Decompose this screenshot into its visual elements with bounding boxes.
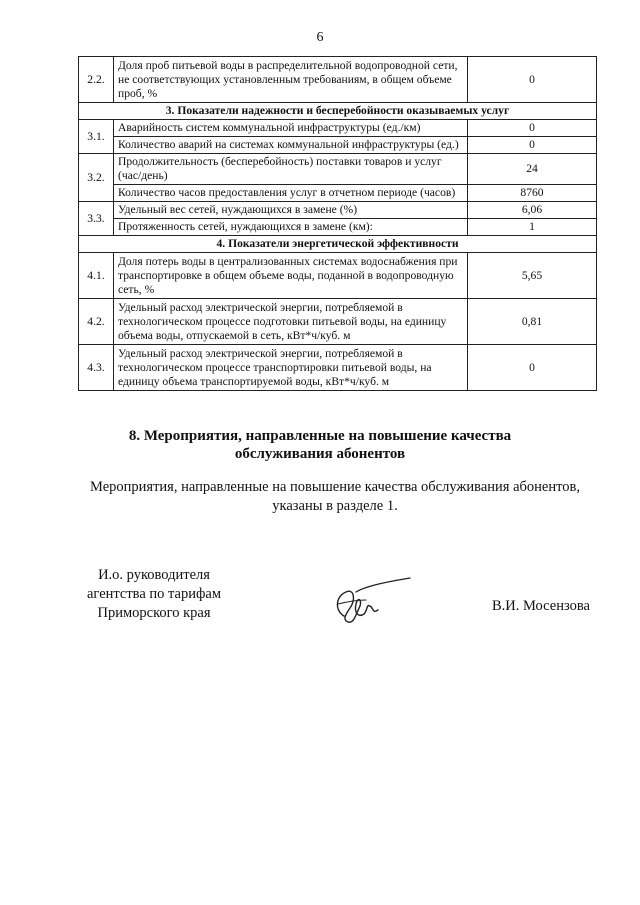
handwritten-signature <box>326 570 418 630</box>
table-row <box>79 137 597 154</box>
row-number: 4.1. <box>79 253 114 299</box>
section8-title <box>0 427 640 463</box>
indicator-value: 24 <box>468 154 597 185</box>
indicator-text: Доля потерь воды в централизованных системах водоснабжения при транспортировке в общем объеме воды, поданной в водопроводную сеть, % <box>114 253 468 299</box>
section8-title-line2: обслуживания абонентов <box>234 446 406 462</box>
table-row <box>79 57 597 103</box>
position-line2: агентства по тарифам <box>87 586 221 602</box>
indicator-value: 0 <box>468 57 597 103</box>
indicator-value: 0 <box>468 137 597 154</box>
section-header-row <box>79 236 597 253</box>
table-row <box>79 253 597 299</box>
row-number: 3.2. <box>79 154 114 202</box>
row-number: 3.3. <box>79 202 114 236</box>
position-line3: Приморского края <box>97 605 211 621</box>
indicator-text: Доля проб питьевой воды в распределительной водопроводной сети, не соответствующих установленным требованиям, в общем объеме проб, % <box>114 57 468 103</box>
table-row <box>79 219 597 236</box>
row-number: 4.3. <box>79 345 114 391</box>
page-number: 6 <box>316 30 324 45</box>
section8-text-line1: Мероприятия, направленные на повышение качества обслуживания абонентов, <box>90 479 580 495</box>
indicator-text: Продолжительность (бесперебойность) поставки товаров и услуг (час/день) <box>114 154 468 185</box>
indicator-value: 0 <box>468 120 597 137</box>
table-row <box>79 299 597 345</box>
indicator-text: Количество часов предоставления услуг в отчетном периоде (часов) <box>114 185 468 202</box>
table-row <box>79 154 597 185</box>
table-row <box>79 345 597 391</box>
row-number: 4.2. <box>79 299 114 345</box>
indicator-value: 8760 <box>468 185 597 202</box>
row-number: 2.2. <box>79 57 114 103</box>
section8-text <box>70 478 600 516</box>
indicator-text: Аварийность систем коммунальной инфраструктуры (ед./км) <box>114 120 468 137</box>
section4-title: 4. Показатели энергетической эффективности <box>79 236 597 253</box>
table-row <box>79 120 597 137</box>
signatory-position <box>74 566 234 623</box>
indicator-value: 0 <box>468 345 597 391</box>
indicator-value: 5,65 <box>468 253 597 299</box>
indicator-value: 0,81 <box>468 299 597 345</box>
indicator-text: Удельный вес сетей, нуждающихся в замене (%) <box>114 202 468 219</box>
signatory-name: В.И. Мосензова <box>492 598 590 614</box>
indicators-table <box>78 56 597 391</box>
indicator-text: Удельный расход электрической энергии, потребляемой в технологическом процессе транспортировки питьевой воды, на единицу объема транспортируемой воды, кВт*ч/куб. м <box>114 345 468 391</box>
indicator-text: Удельный расход электрической энергии, потребляемой в технологическом процессе подготовки питьевой воды, на единицу объема воды, отпускаемой в сеть, кВт*ч/куб. м <box>114 299 468 345</box>
indicator-value: 6,06 <box>468 202 597 219</box>
indicator-value: 1 <box>468 219 597 236</box>
position-line1: И.о. руководителя <box>98 567 210 583</box>
section8-title-line1: 8. Мероприятия, направленные на повышение качества <box>128 428 512 444</box>
table-row <box>79 202 597 219</box>
indicator-text: Протяженность сетей, нуждающихся в замене (км): <box>114 219 468 236</box>
section8-text-line2: указаны в разделе 1. <box>272 498 398 514</box>
section-header-row <box>79 103 597 120</box>
row-number: 3.1. <box>79 120 114 154</box>
section3-title: 3. Показатели надежности и бесперебойности оказываемых услуг <box>79 103 597 120</box>
indicator-text: Количество аварий на системах коммунальной инфраструктуры (ед.) <box>114 137 468 154</box>
table-row <box>79 185 597 202</box>
